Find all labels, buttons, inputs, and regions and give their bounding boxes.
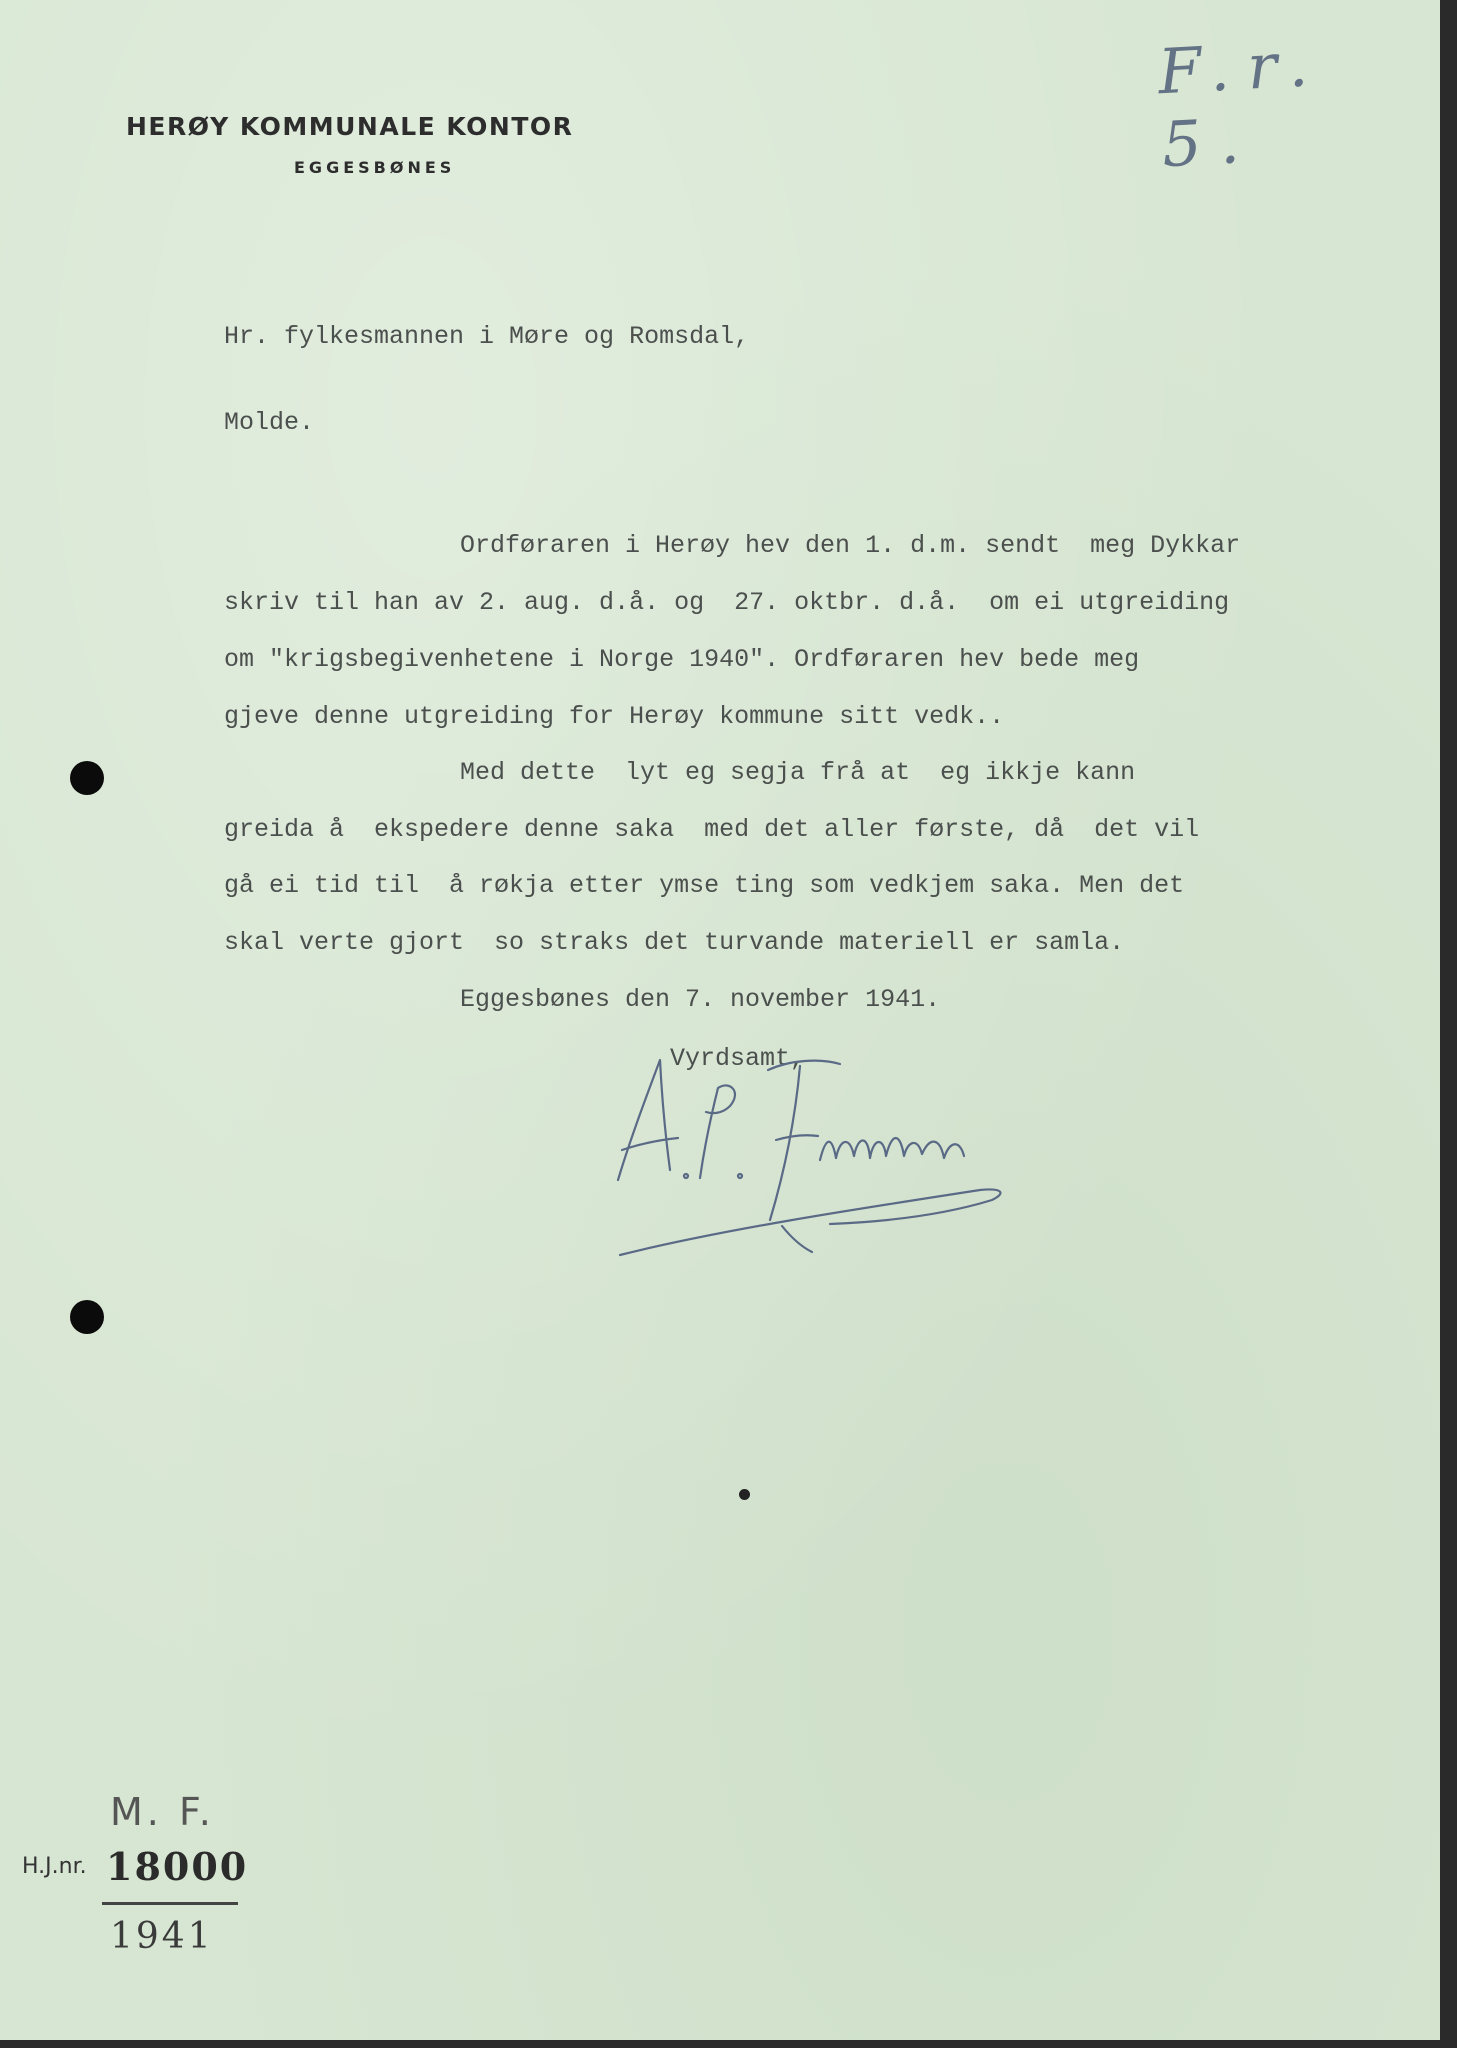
letterhead-subtitle: EGGESBØNES [294, 158, 456, 177]
letterhead-title: HERØY KOMMUNALE KONTOR [126, 112, 574, 141]
archive-stamp [18, 1790, 249, 1970]
body-line: Med dette lyt eg segja frå at eg ikkje kann [460, 758, 1136, 787]
letterhead [126, 112, 574, 177]
body-line: gå ei tid til å røkja etter ymse ting som vedkjem saka. Men det [224, 871, 1185, 900]
date-line: Eggesbønes den 7. november 1941. [460, 985, 941, 1014]
body-line: skal verte gjort so straks det turvande materiell er samla. [224, 928, 1125, 957]
stamp-divider [102, 1902, 238, 1905]
body-line: Ordføraren i Herøy hev den 1. d.m. sendt meg Dykkar [460, 531, 1241, 560]
punch-hole [70, 1300, 104, 1334]
body-line: om "krigsbegivenhetene i Norge 1940". Ordføraren hev bede meg [224, 645, 1140, 674]
recipient-line: Hr. fylkesmannen i Møre og Romsdal, [224, 322, 750, 351]
stamp-year: 1941 [110, 1916, 214, 1957]
stamp-header: M. F. [110, 1790, 215, 1834]
stamp-journal-number: 18000 [106, 1844, 249, 1889]
body-line: skriv til han av 2. aug. d.å. og 27. oktbr. d.å. om ei utgreiding [224, 588, 1230, 617]
closing: Vyrdsamt, [670, 1044, 806, 1073]
stamp-journal-label: H.J.nr. [22, 1854, 87, 1879]
punch-hole [70, 761, 104, 795]
body-line: greida å ekspedere denne saka med det aller første, då det vil [224, 815, 1200, 844]
handwritten-reference-mark: F.r. 5. [1156, 26, 1328, 182]
ink-dot [739, 1489, 750, 1500]
handwritten-signature [600, 1040, 1020, 1260]
recipient-city: Molde. [224, 408, 315, 437]
body-line: gjeve denne utgreiding for Herøy kommune sitt vedk.. [224, 702, 1005, 731]
